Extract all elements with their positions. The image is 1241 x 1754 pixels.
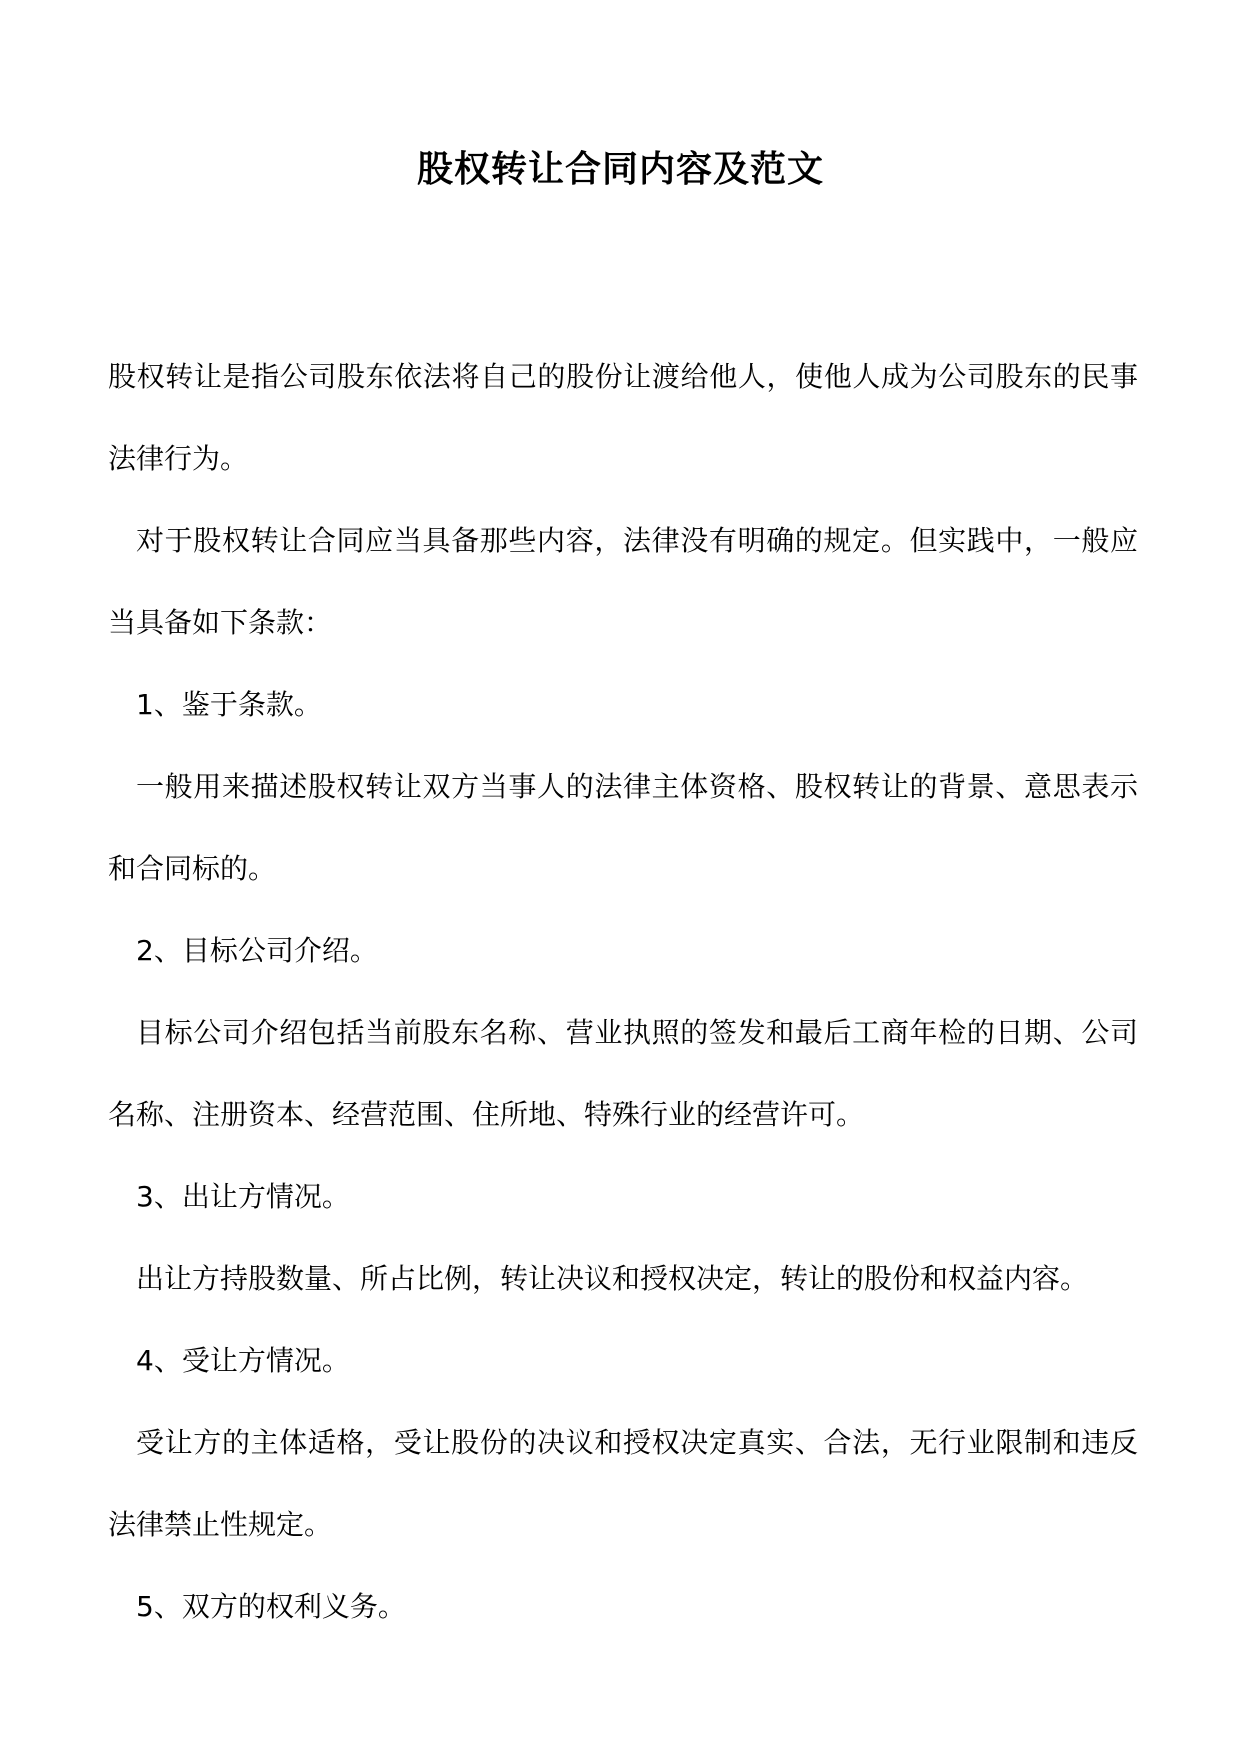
paragraph-definition: 股权转让是指公司股东依法将自己的股份让渡给他人，使他人成为公司股东的民事法律行为。 (108, 360, 1138, 475)
document-body (108, 336, 1138, 1648)
clause-5-heading: 5、双方的权利义务。 (136, 1590, 406, 1623)
page-title: 股权转让合同内容及范文 (416, 149, 824, 190)
clause-1-body: 一般用来描述股权转让双方当事人的法律主体资格、股权转让的背景、意思表示和合同标的。 (108, 770, 1138, 885)
clause-2-heading: 2、目标公司介绍。 (136, 934, 378, 967)
clause-2-body: 目标公司介绍包括当前股东名称、营业执照的签发和最后工商年检的日期、公司名称、注册资本、经营范围、住所地、特殊行业的经营许可。 (108, 1016, 1138, 1131)
paragraph-intro: 对于股权转让合同应当具备那些内容，法律没有明确的规定。但实践中，一般应当具备如下条款： (108, 524, 1138, 639)
clause-3-heading: 3、出让方情况。 (136, 1180, 350, 1213)
clause-4-body: 受让方的主体适格，受让股份的决议和授权决定真实、合法，无行业限制和违反法律禁止性规定。 (108, 1426, 1138, 1541)
clause-1-heading: 1、鉴于条款。 (136, 688, 322, 721)
clause-3-body: 出让方持股数量、所占比例，转让决议和授权决定，转让的股份和权益内容。 (136, 1262, 1089, 1295)
clause-4-heading: 4、受让方情况。 (136, 1344, 350, 1377)
